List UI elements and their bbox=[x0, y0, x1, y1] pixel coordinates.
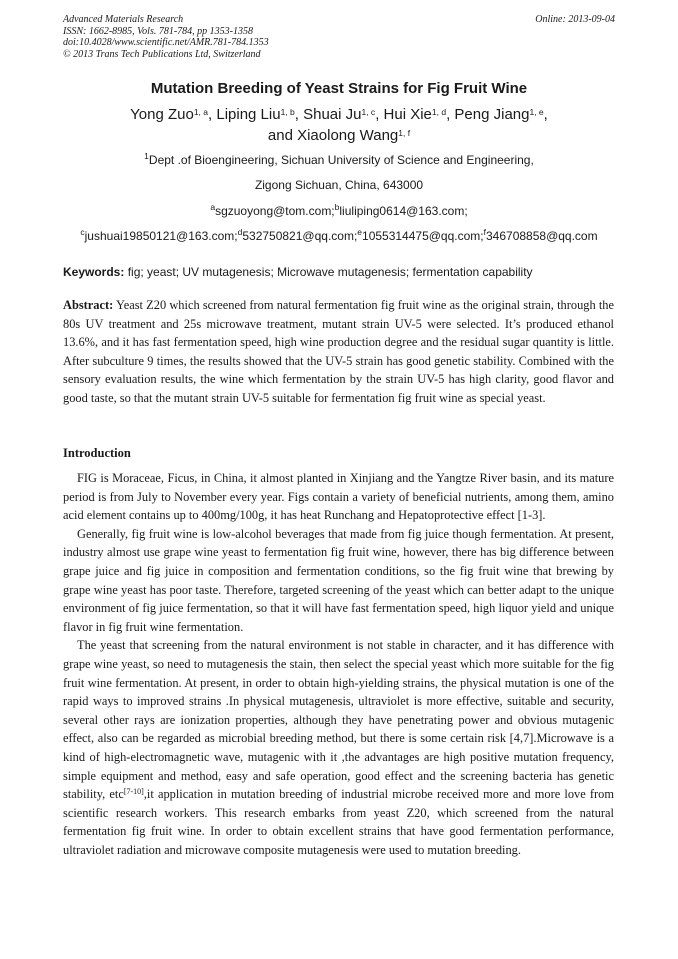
paragraph-text: The yeast that screening from the natural environment is not stable in character, and it has difference with grape wine yeast, so need to mutagenesis the stain, then select the special yeast which more suitable for the fig fruit wine fermentation. At present, in order to obtain high-yielding strains, the physical mutation is one of the rapid ways to improved strains .In physical mutagenesis, ultraviolet is more effective, suitable and security, several other rays are ionization properties, although they have penetrating power and obvious mutagenic effect, also can be regarded as microbial breeding method, but there is some certain risk [4,7].Microwave is a kind of high-electromagnetic wave, mutagenic with it ,the advantages are high positive mutation frequency, simple equipment and method, easy and safe operation, good effect and the screening bacteria has genetic stability, etc bbox=[63, 638, 614, 802]
keywords-label: Keywords: bbox=[63, 265, 125, 279]
author-name: Yong Zuo bbox=[130, 106, 194, 123]
email-address: liuliping0614@163.com; bbox=[339, 204, 468, 218]
paragraph: FIG is Moraceae, Ficus, in China, it almost planted in Xinjiang and the Yangtze River basin, and its mature period is from July to November every year. Figs contain a variety of beneficial nutrients, among them, amino acid element contains up to 400mg/100g, it has heat Runchang and Hepatoprotective effect [1-3]. bbox=[63, 471, 614, 523]
author-name: Shuai Ju bbox=[303, 106, 362, 123]
journal-name: Advanced Materials Research bbox=[63, 14, 184, 25]
author-name: Liping Liu bbox=[216, 106, 281, 123]
email-sup: c bbox=[80, 227, 85, 237]
paper-title: Mutation Breeding of Yeast Strains for Fig Fruit Wine bbox=[150, 80, 528, 97]
email-address: jushuai19850121@163.com; bbox=[84, 229, 238, 243]
affiliation-text: Dept .of Bioengineering, Sichuan University of Science and Engineering, bbox=[148, 153, 534, 167]
abstract-text: Yeast Z20 which screened from natural fermentation fig fruit wine as the original strain, through the 80s UV treatment and 25s microwave treatment, mutant strain UV-5 were selected. It’s produced ethanol 13.6%, and it has fast fermentation speed, high wine production degree and the residual sugar quantity is little. After subculture 9 times, the results showed that the UV-5 strain has good genetic stability. Combined with the sensory evaluation results, the wine which fermentation by the strain UV-5 has high clarity, good flavor and good taste, so that the mutant strain UV-5 suitable for fermentation fig fruit wine as special yeast. bbox=[63, 298, 615, 405]
email-sup: a bbox=[210, 202, 216, 212]
doi-line: doi:10.4028/www.scientific.net/AMR.781-784.1353 bbox=[63, 37, 269, 48]
author-affil-sup: 1, e bbox=[529, 107, 544, 117]
author-name: Peng Jiang bbox=[454, 106, 530, 123]
email-sup: f bbox=[483, 227, 486, 237]
affiliation-sup: 1 bbox=[144, 151, 149, 161]
paragraph-text: ,it application in mutation breeding of industrial microbe received more and more love from scientific research workers. This research embarks from yeast Z20, which screened from the natural fermentation fig fruit wine. In order to obtain excellent strains that have good fermentation performance, ultraviolet radiation and microwave composite mutagenesis were used to mutation breeding. bbox=[63, 787, 614, 857]
email-address: 1055314475@qq.com; bbox=[362, 229, 484, 243]
author-affil-sup: 1, f bbox=[398, 128, 411, 138]
author-affil-sup: 1, c bbox=[361, 107, 376, 117]
email-sup: e bbox=[357, 227, 363, 237]
authors-conjunction: and bbox=[267, 127, 293, 144]
author-affil-sup: 1, b bbox=[280, 107, 295, 117]
email-address: 346708858@qq.com bbox=[486, 229, 598, 243]
affiliation-line-1 bbox=[0, 153, 678, 167]
author-affil-sup: 1, d bbox=[431, 107, 447, 117]
issn-line: ISSN: 1662-8985, Vols. 781-784, pp 1353-1358 bbox=[63, 25, 253, 37]
email-line-1 bbox=[0, 204, 678, 218]
citation-sup: [7-10] bbox=[123, 787, 144, 797]
email-sup: d bbox=[237, 227, 243, 237]
email-address: sgzuoyong@tom.com; bbox=[215, 204, 335, 218]
email-address: 532750821@qq.com; bbox=[242, 229, 358, 243]
author-affil-sup: 1, a bbox=[193, 107, 209, 117]
journal-header bbox=[63, 14, 269, 60]
affiliation-line-2: Zigong Sichuan, China, 643000 bbox=[254, 178, 424, 192]
copyright-line: © 2013 Trans Tech Publications Ltd, Switzerland bbox=[63, 48, 261, 60]
keywords-text: fig; yeast; UV mutagenesis; Microwave mutagenesis; fermentation capability bbox=[127, 265, 533, 279]
section-heading-introduction: Introduction bbox=[63, 446, 131, 460]
email-sup: b bbox=[334, 202, 340, 212]
author-name: Xiaolong Wang bbox=[297, 127, 399, 144]
keywords bbox=[63, 265, 623, 279]
paragraph: Generally, fig fruit wine is low-alcohol beverages that made from fig juice though fermentation. At present, industry almost use grape wine yeast to fermentation fig fruit wine, however, there has big difference between grape juice and fig juice in composition and fermentation conditions, so the fig fruit wine that brewing by grape wine yeast has poor taste. Therefore, targeted screening of the yeast which can better adapt to the unique environment of fig juice fermentation, so that it will have fast fermentation speed, high liquor yield and unique flavor in fig fruit wine fermentation. bbox=[63, 526, 614, 634]
online-date: Online: 2013-09-04 bbox=[535, 14, 615, 25]
abstract-label: Abstract: bbox=[63, 298, 114, 312]
introduction-body bbox=[63, 469, 614, 859]
author-list: Yong Zuo$^{1, a}$, Liping Liu$^{1, b}$, Shuai Ju$^{1, c}$, Hui Xie$^{1, d}$, Peng Jiang$^{1, e}$, and Xiaolong Wang$^{1, f}$ bbox=[130, 106, 548, 144]
paragraph bbox=[63, 636, 614, 859]
author-name: Hui Xie bbox=[383, 106, 432, 123]
email-line-2 bbox=[0, 229, 678, 243]
abstract bbox=[63, 296, 614, 408]
